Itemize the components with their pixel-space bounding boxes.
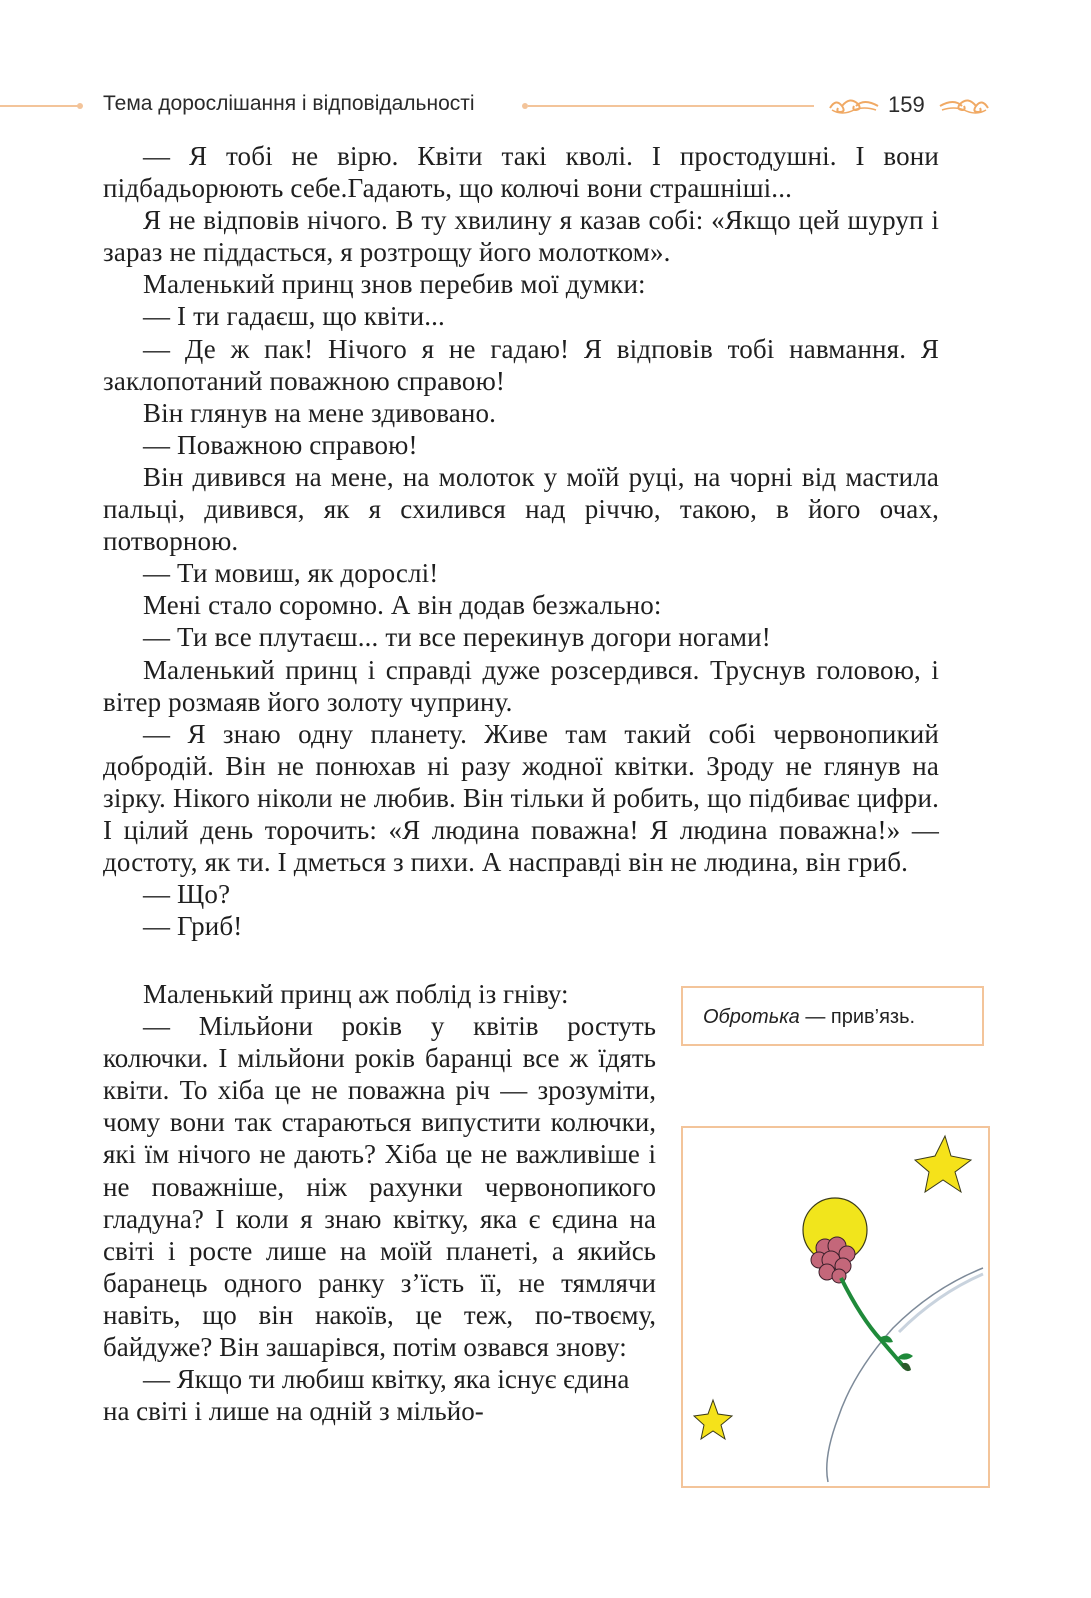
flower-illustration	[681, 1126, 990, 1488]
paragraph: — Поважною справою!	[143, 429, 418, 460]
ornament-left-icon	[826, 94, 882, 118]
paragraph: Маленький принц і справді дуже розсердився. Труснув головою, і вітер розмаяв його золоту чуприну.	[103, 654, 939, 717]
paragraph: — Ти все плутаєш... ти все перекинув догори ногами!	[143, 622, 771, 653]
main-text-narrow	[103, 978, 656, 1427]
header-dot	[77, 103, 83, 109]
header-rule-middle	[528, 105, 814, 107]
glossary-box	[681, 986, 984, 1046]
glossary-term: Обротька	[703, 1006, 800, 1028]
paragraph: Він дивився на мене, на молоток у моїй руці, на чорні від мастила пальці, дивився, як я схилився над річчю, такою, в його очах, потворною.	[103, 461, 939, 557]
paragraph: — Я знаю одну планету. Живе там такий собі червонопикий добродій. Він не понюхав ні разу жодної квітки. Зроду не глянув на зірку. Нікого ніколи не любив. Він тільки й робить, що підбиває цифри. І цілий день торочить: «Я людина поважна! Я людина поважна!» — достоту, як ти. І дметься з пихи. А насправді він не людина, він гриб.	[103, 718, 939, 878]
glossary-definition: — прив’язь.	[799, 1006, 916, 1028]
paragraph: — І ти гадаєш, що квіти...	[143, 301, 445, 332]
paragraph: — Якщо ти любиш квітку, яка існує єдина на світі і лише на одній з мільйо-	[103, 1364, 630, 1427]
paragraph: — Гриб!	[143, 911, 243, 942]
page-number: 159	[888, 92, 925, 117]
paragraph: — Ти мовиш, як дорослі!	[143, 558, 439, 589]
header-rule-left	[0, 105, 80, 107]
paragraph: Маленький принц знов перебив мої думки:	[143, 269, 646, 300]
paragraph: — Що?	[143, 879, 231, 910]
leaf	[897, 1353, 913, 1359]
star-icon	[694, 1400, 732, 1439]
page-header	[0, 86, 1091, 126]
flower-stem	[841, 1278, 905, 1368]
paragraph: — Я тобі не вірю. Квіти такі кволі. І простодушні. І вони підбадьорюють себе.Гадають, що колючі вони страшніші...	[103, 141, 939, 204]
paragraph: Я не відповів нічого. В ту хвилину я казав собі: «Якщо цей шуруп і зараз не піддасться, я розтрощу його молотком».	[103, 205, 939, 268]
paragraph: Маленький принц аж поблід із гніву:	[143, 979, 569, 1009]
planet-edge	[899, 1274, 983, 1332]
planet-edge	[827, 1268, 983, 1482]
paragraph: Він глянув на мене здивовано.	[143, 397, 497, 428]
ornament-right-icon	[936, 94, 992, 118]
paragraph: — Де ж пак! Нічого я не гадаю! Я відповів тобі навмання. Я заклопотаний поважною справою!	[103, 333, 939, 396]
chapter-title: Тема дорослішання і відповідальності	[103, 92, 475, 115]
main-text	[103, 140, 939, 942]
paragraph: Мені стало соромно. А він додав безжально:	[143, 590, 662, 621]
star-icon	[915, 1136, 971, 1192]
flower-base	[901, 1363, 911, 1371]
paragraph: — Мільйони років у квітів ростуть колючки. І мільйони років баранці все ж їдять квіти. То хіба це не поважна річ — зрозуміти, чому вони так стараються випустити колючки, які їм нічого не дають? Хіба це не важливіше і не поважніше, ніж рахунки червонопикого гладуна? І коли я знаю квітку, яка є єдина на світі і росте лише на моїй планеті, а якийсь баранець одного ранку з’їсть її, не тямлячи навіть, що він накоїв, це теж, по-твоєму, байдуже? Він зашарівся, потім озвався знову:	[103, 1011, 656, 1363]
